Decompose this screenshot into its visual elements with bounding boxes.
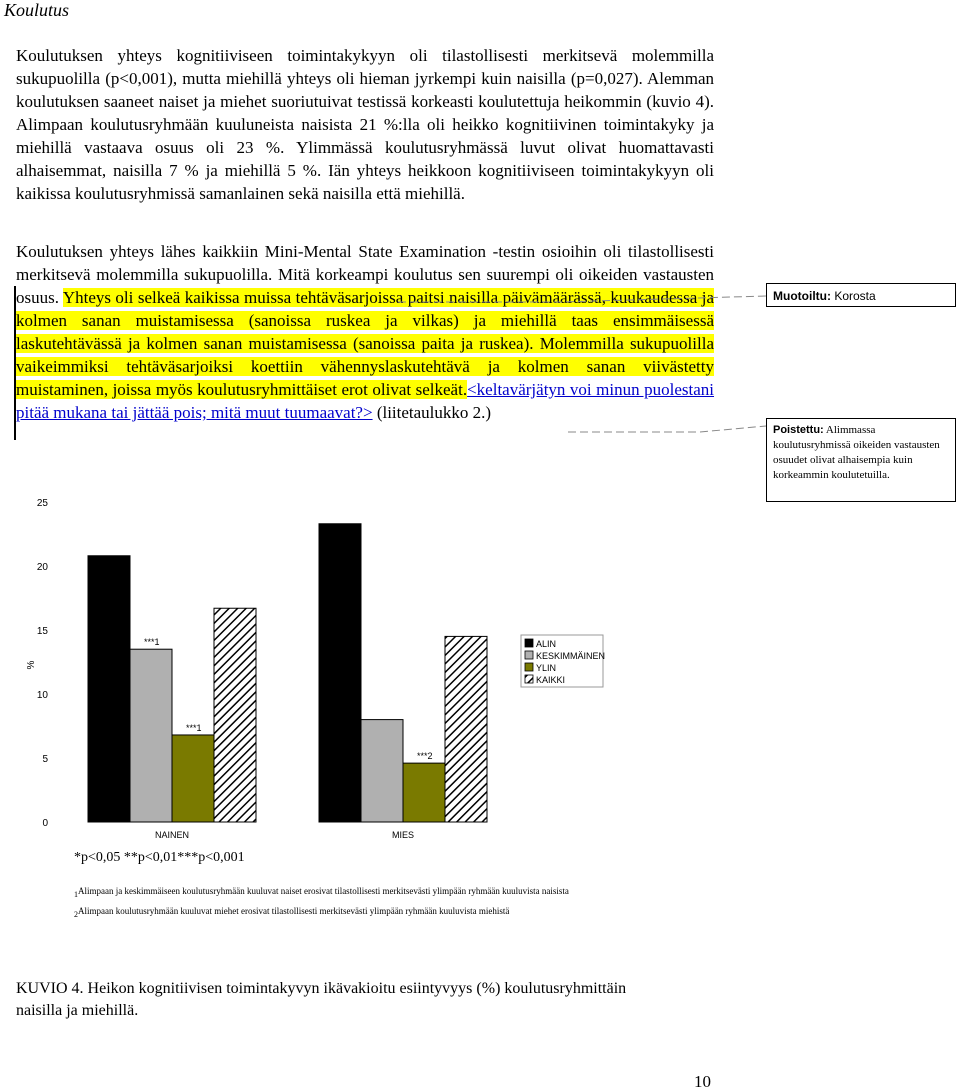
comment-text: Korosta bbox=[834, 289, 876, 303]
bar bbox=[130, 649, 172, 822]
legend bbox=[521, 635, 605, 687]
page-number: 10 bbox=[694, 1072, 711, 1091]
y-tick-label: 0 bbox=[42, 818, 48, 829]
bar-chart bbox=[0, 480, 720, 850]
legend-label: KAIKKI bbox=[536, 675, 566, 685]
comment-connector-2 bbox=[568, 426, 766, 432]
category-labels bbox=[155, 830, 414, 840]
y-tick-label: 5 bbox=[42, 754, 48, 765]
y-tick-label: 15 bbox=[36, 626, 48, 637]
bar bbox=[88, 556, 130, 822]
paragraph-2-plain: Koulutuksen yhteys lähes kaikkiin Mini-Mental State Examination -testin osioihin oli tilastollisesti merkitsevä molemmilla sukupuolilla. Mitä korkeampi koulutus sen suurempi oli oikeiden vastausten osuus. bbox=[16, 242, 714, 307]
bars bbox=[88, 524, 487, 822]
legend-swatch bbox=[525, 663, 533, 671]
bar-data-label: ***1 bbox=[144, 637, 160, 648]
comment-connectors bbox=[0, 0, 960, 480]
legend-swatch bbox=[525, 639, 533, 647]
footnote-number: 1 bbox=[74, 889, 78, 899]
paragraph-2-tail: (liitetaulukko 2.) bbox=[372, 403, 492, 422]
comment-label: Poistettu: bbox=[773, 424, 824, 436]
bar bbox=[172, 735, 214, 822]
y-tick-label: 20 bbox=[36, 562, 48, 573]
bar bbox=[445, 636, 487, 822]
highlighted-text[interactable]: Yhteys oli selkeä kaikissa muissa tehtäväsarjoissa paitsi naisilla päivämäärässä, kuukaudessa ja kolmen sanan muistamisessa (sanoissa ruskea ja vilkas) ja miehillä taas ensimmäisessä laskutehtävässä ja kolmen sanan muistamisessa (sanoissa paita ja ruskea). Molemmilla sukupuolilla vaikeimmiksi tehtäväsarjoiksi koettiin vähennyslaskutehtävä ja kolmen sanan viivästetty muistaminen, joissa myös koulutusryhmittäiset erot olivat selkeät. bbox=[16, 288, 714, 399]
comment-label: Muotoiltu: bbox=[773, 289, 831, 303]
footnote-1 bbox=[74, 886, 569, 899]
category-label: NAINEN bbox=[154, 830, 190, 840]
y-tick-label: 25 bbox=[36, 498, 48, 509]
section-heading: Koulutus bbox=[4, 0, 70, 20]
comment-text: Alimmassa koulutusryhmissä oikeiden vastausten osuudet olivat alhaisempia kuin korkeammin koulutetuilla. bbox=[773, 424, 940, 481]
footnote-2 bbox=[74, 906, 509, 919]
legend-label: ALIN bbox=[536, 639, 557, 649]
bar bbox=[403, 763, 445, 822]
footnote-text: Alimpaan ja keskimmäiseen koulutusryhmään kuuluvat naiset erosivat tilastollisesti merkitsevästi ylimpään ryhmään kuuluvista naisista bbox=[78, 886, 569, 896]
legend-swatch bbox=[525, 651, 533, 659]
legend-swatch bbox=[525, 675, 533, 683]
footnote-number: 2 bbox=[74, 909, 78, 919]
bar-data-label: ***1 bbox=[186, 722, 202, 733]
tracked-insertion[interactable]: <keltavärjätyn voi minun puolestani pitää mukana tai jättää pois; mitä muut tuumaavat?> bbox=[16, 380, 715, 422]
bar-data-label: ***2 bbox=[417, 751, 433, 762]
figure-caption: KUVIO 4. Heikon kognitiivisen toimintakyvyn ikävakioitu esiintyvyys (%) koulutusryhmittäin naisilla ja miehillä. bbox=[16, 980, 627, 1019]
bar bbox=[361, 720, 403, 822]
legend-label: KESKIMMÄINEN bbox=[536, 651, 606, 661]
footnote-text: Alimpaan koulutusryhmään kuuluvat miehet erosivat tilastollisesti merkitsevästi ylimpään ryhmään kuuluvista miehistä bbox=[78, 906, 510, 916]
y-axis-ticks bbox=[37, 498, 49, 829]
legend-label: YLIN bbox=[536, 663, 557, 673]
significance-note: *p<0,05 **p<0,01***p<0,001 bbox=[74, 850, 245, 865]
category-label: MIES bbox=[391, 830, 415, 840]
paragraph-1: Koulutuksen yhteys kognitiiviseen toimintakykyyn oli tilastollisesti merkitsevä molemmilla sukupuolilla (p<0,001), mutta miehillä yhteys oli hieman jyrkempi kuin naisilla (p=0,027). Alemman koulutuksen saaneet naiset ja miehet suoriutuivat testissä korkeasti koulutettuja heikommin (kuvio 4). Alimpaan koulutusryhmään kuuluneista naisista 21 %:lla oli heikko kognitiivinen toimintakyky ja miehillä vastaava osuus oli 23 %. Ylimmässä koulutusryhmässä luvut olivat huomattavasti alhaisemmat, naisilla 7 % ja miehillä 5 %. Iän yhteys heikkoon kognitiiviseen toimintakykyyn oli kaikissa koulutusryhmissä samanlainen sekä naisilla että miehillä. bbox=[16, 46, 714, 203]
bar bbox=[319, 524, 361, 822]
bar bbox=[214, 608, 256, 822]
comment-formatted[interactable] bbox=[766, 283, 956, 307]
y-axis-label: % bbox=[26, 660, 37, 670]
comment-connector-1 bbox=[398, 296, 766, 302]
comment-deleted[interactable] bbox=[766, 418, 956, 502]
y-tick-label: 10 bbox=[36, 690, 48, 701]
